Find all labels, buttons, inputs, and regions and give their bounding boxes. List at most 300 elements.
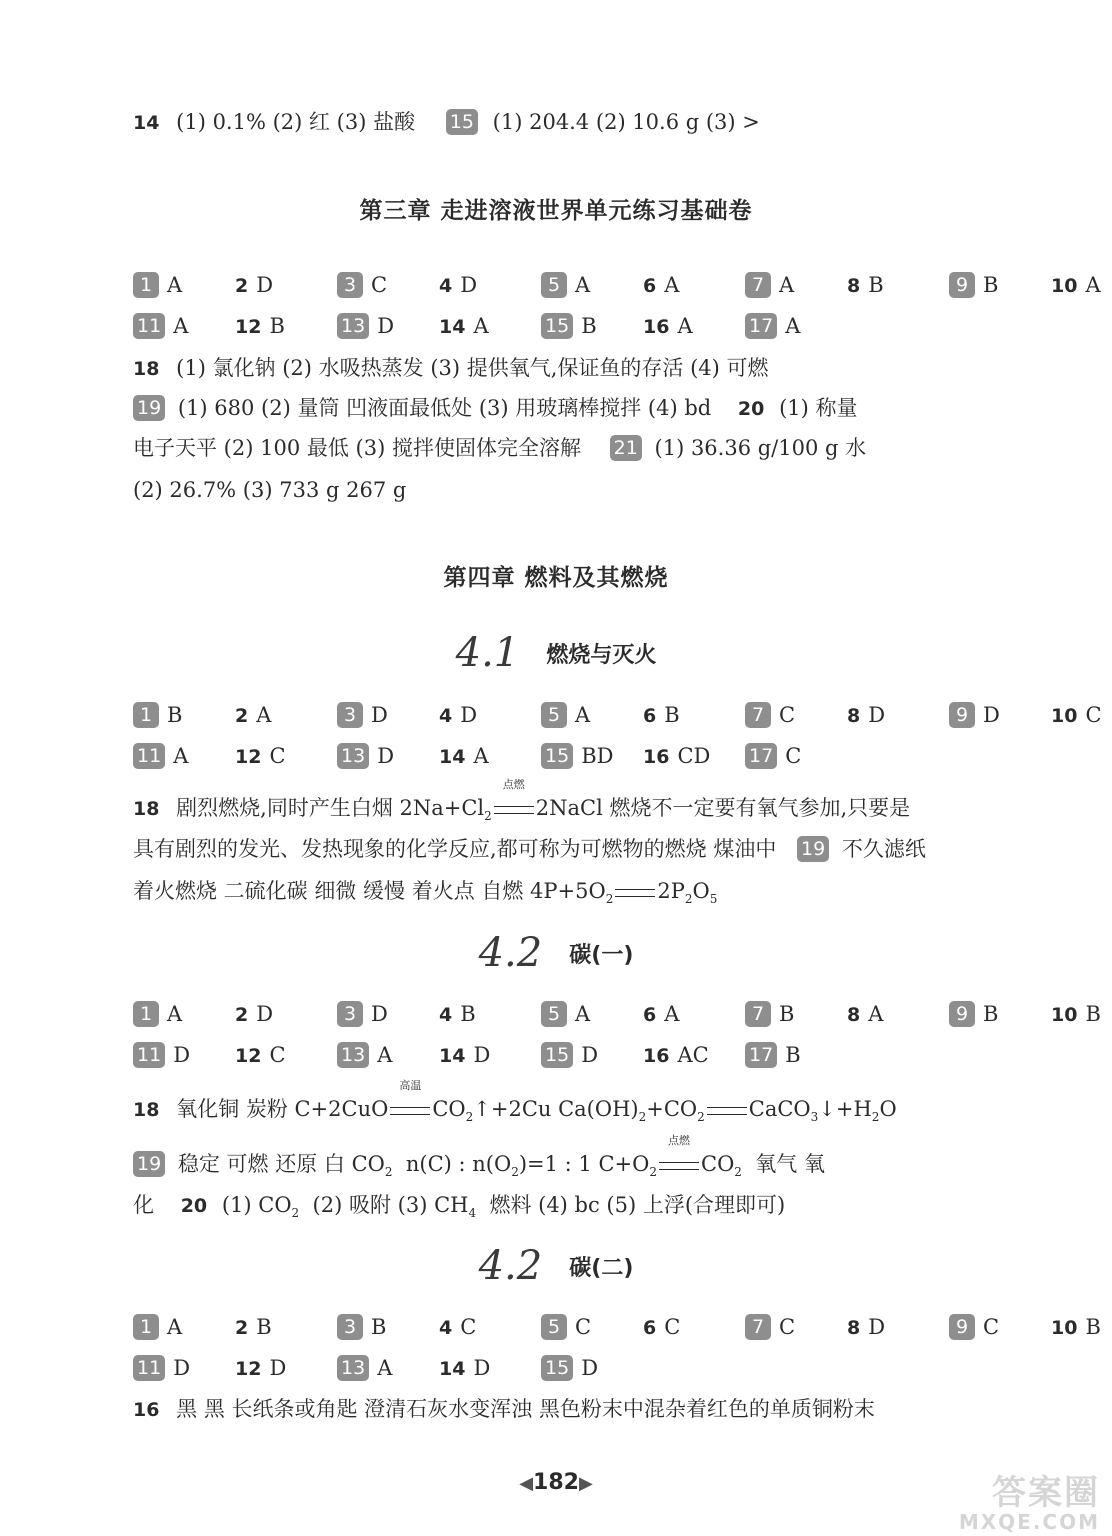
- answer-choice: A: [473, 314, 489, 338]
- answer-text: (1) 0.1% (2) 红 (3) 盐酸: [176, 110, 416, 134]
- question-number-badge: 11: [133, 313, 165, 339]
- answer-choice: C: [371, 273, 388, 297]
- answer-item: [337, 999, 421, 1029]
- answer-item: [235, 1040, 319, 1071]
- s42a-answer-18: [133, 1079, 1023, 1132]
- answer-item: [439, 1040, 523, 1071]
- answer-item: [541, 1353, 625, 1383]
- question-number-badge: 1: [133, 1314, 159, 1340]
- question-number-badge: 7: [745, 702, 771, 728]
- answer-text: (1) 680 (2) 量筒 凹液面最低处 (3) 用玻璃棒搅拌 (4) bd: [177, 396, 712, 420]
- answer-item: [643, 1040, 727, 1071]
- answer-item: [439, 700, 523, 731]
- question-number-badge: 19: [133, 1151, 165, 1177]
- question-number: 2: [235, 1004, 249, 1026]
- answer-choice: D: [868, 703, 886, 727]
- answer-text: 具有剧烈的发光、发热现象的化学反应,都可称为可燃物的燃烧 煤油中: [133, 837, 777, 861]
- section-title: 燃烧与灭火: [546, 643, 657, 668]
- s42a-answer-row-1: [133, 999, 1101, 1030]
- s41-answer-19b: 着火燃烧 二硫化碳 细微 缓慢 着火点 自燃 $4P+5O_2$ $2P_2O_5$: [133, 879, 718, 907]
- answer-item: [745, 1040, 829, 1070]
- answer-item: [949, 270, 1033, 300]
- answer-choice: A: [575, 703, 591, 727]
- question-number: 4: [439, 1317, 453, 1339]
- answer-item: [337, 700, 421, 730]
- question-number-badge: 3: [337, 272, 363, 298]
- question-number-badge: 3: [337, 1001, 363, 1027]
- question-number: 16: [133, 1399, 160, 1421]
- answer-choice: D: [173, 1356, 191, 1380]
- question-number-badge: 9: [949, 1314, 975, 1340]
- answer-item: [337, 741, 421, 771]
- answer-choice: B: [664, 703, 680, 727]
- answer-choice: D: [581, 1356, 599, 1380]
- subscript: 2: [291, 1206, 300, 1221]
- question-number: 18: [133, 1099, 160, 1121]
- question-number: 8: [847, 705, 861, 727]
- subscript: 2: [384, 1165, 393, 1180]
- s41-answer-18b: [133, 834, 1023, 864]
- subscript: 2: [465, 1110, 474, 1125]
- question-number-badge: 17: [745, 1042, 777, 1068]
- question-number-badge: 7: [745, 1314, 771, 1340]
- s42a-answer-19: [133, 1134, 1023, 1187]
- answer-choice: D: [256, 1002, 274, 1026]
- answer-choice: B: [167, 703, 183, 727]
- question-number: 20: [180, 1195, 208, 1217]
- question-number-badge: 15: [541, 1355, 573, 1381]
- question-number: 8: [847, 275, 861, 297]
- right-arrow-icon: ▶: [578, 1473, 593, 1494]
- section-4-2b-heading: [0, 1243, 1112, 1289]
- question-number: 16: [643, 316, 670, 338]
- answer-item: [133, 700, 217, 730]
- answer-item: [235, 311, 319, 342]
- answer-text: 着火燃烧 二硫化碳 细微 缓慢 着火点 自燃 4P+5O: [133, 879, 606, 903]
- answer-choice: D: [983, 703, 1000, 727]
- s41-answer-row-1: [133, 700, 1102, 731]
- answer-choice: B: [371, 1315, 387, 1339]
- answer-text: 电子天平 (2) 100 最低 (3) 搅拌使固体完全溶解: [133, 436, 581, 460]
- answer-choice: A: [575, 273, 591, 297]
- section-number: 4.1: [455, 630, 520, 676]
- section-number: 4.2: [478, 930, 543, 976]
- subscript: 5: [709, 892, 718, 907]
- watermark-logo: [920, 1475, 1100, 1533]
- answer-choice: A: [377, 1043, 393, 1067]
- subscript: 2: [649, 1165, 657, 1180]
- subscript: 4: [468, 1206, 477, 1221]
- question-number-badge: 9: [949, 702, 975, 728]
- question-number-badge: 17: [745, 743, 777, 769]
- answer-text: CO: [701, 1152, 735, 1176]
- question-number-badge: 1: [133, 1001, 159, 1027]
- answer-choice: A: [173, 744, 189, 768]
- question-number: 20: [737, 398, 765, 420]
- answer-choice: D: [581, 1043, 599, 1067]
- answer-choice: B: [1085, 1002, 1101, 1026]
- answer-choice: B: [256, 1315, 272, 1339]
- ch3-answer-row-1: [133, 270, 1101, 301]
- answer-text: 不久滤纸: [841, 837, 926, 861]
- question-number-badge: 13: [337, 1355, 369, 1381]
- answer-text: 黑 黑 长纸条或角匙 澄清石灰水变浑浊 黑色粉末中混杂着红色的单质铜粉末: [176, 1397, 875, 1421]
- answer-item: [541, 1040, 625, 1070]
- answer-item: [541, 1312, 625, 1342]
- question-number-badge: 15: [541, 1042, 573, 1068]
- answer-choice: C: [785, 744, 802, 768]
- answer-item: [1051, 999, 1112, 1030]
- answer-item: [337, 1040, 421, 1070]
- answer-choice: C: [1085, 703, 1102, 727]
- answer-choice: D: [377, 744, 395, 768]
- answer-item: [643, 999, 727, 1030]
- answer-choice: C: [269, 744, 286, 768]
- question-number-badge: 13: [337, 313, 369, 339]
- subscript: 2: [684, 892, 693, 907]
- question-number: 8: [847, 1004, 861, 1026]
- left-arrow-icon: ◀: [519, 1473, 534, 1494]
- s42a-answer-20: [133, 1190, 1023, 1228]
- equals-sign: [390, 1107, 430, 1115]
- ch3-answer-21b: [133, 475, 1023, 505]
- answer-choice: C: [664, 1315, 681, 1339]
- chapter-4-title: 第四章 燃料及其燃烧: [443, 565, 669, 591]
- section-4-2a-heading: [0, 930, 1112, 976]
- answer-text: 2NaCl 燃烧不一定要有氧气参加,只要是: [535, 796, 911, 820]
- answer-choice: A: [167, 273, 183, 297]
- question-number-badge: 3: [337, 1314, 363, 1340]
- answer-item: [133, 999, 217, 1029]
- subscript: 2: [871, 1110, 880, 1125]
- answer-text: O: [879, 1097, 897, 1121]
- answer-choice: A: [677, 314, 693, 338]
- answer-item: [133, 1040, 217, 1070]
- answer-item: [541, 700, 625, 730]
- answer-choice: C: [460, 1315, 477, 1339]
- section-4-1-heading: [0, 630, 1112, 676]
- answer-text: 氧气 氧: [755, 1152, 825, 1176]
- s41-answer-18: [133, 778, 1023, 831]
- answer-choice: B: [779, 1002, 795, 1026]
- answer-item: [541, 270, 625, 300]
- answer-item: [133, 270, 217, 300]
- answer-choice: D: [377, 314, 395, 338]
- answer-item: [133, 741, 217, 771]
- s42b-answer-row-1: [133, 1312, 1101, 1343]
- answer-choice: C: [779, 703, 796, 727]
- answer-text: 稳定 可燃 还原 白 CO: [177, 1152, 385, 1176]
- ch3-answer-18: [133, 353, 1023, 384]
- question-number: 4: [439, 275, 453, 297]
- answer-text: ↓+H: [818, 1097, 872, 1121]
- answer-text: 燃料 (4) bc (5) 上浮(合理即可): [489, 1193, 786, 1217]
- answer-item: [745, 1312, 829, 1342]
- answer-text: )=1 : 1 C+O: [518, 1152, 650, 1176]
- condition-label: 高温: [399, 1079, 422, 1092]
- answer-item: [847, 700, 931, 731]
- answer-choice: B: [269, 314, 285, 338]
- page-number-text: 182: [533, 1470, 579, 1495]
- answer-choice: D: [473, 1356, 491, 1380]
- answer-item: [133, 311, 217, 341]
- answer-item: [847, 1312, 931, 1343]
- answer-item: [745, 999, 829, 1029]
- question-number: 14: [133, 112, 160, 134]
- question-number: 4: [439, 1004, 453, 1026]
- question-number: 14: [439, 316, 466, 338]
- question-number: 12: [235, 1045, 262, 1067]
- section-title: 碳(一): [569, 943, 634, 968]
- answer-item: [235, 999, 319, 1030]
- question-number-badge: 5: [541, 702, 567, 728]
- answer-choice: A: [473, 744, 489, 768]
- question-number-badge: 5: [541, 272, 567, 298]
- answer-choice: A: [779, 273, 795, 297]
- question-number-badge: 13: [337, 743, 369, 769]
- section-number: 4.2: [478, 1243, 543, 1289]
- chapter-3-title: 第三章 走进溶液世界单元练习基础卷: [359, 198, 753, 224]
- answer-item: [949, 1312, 1033, 1342]
- answer-text: 2P: [657, 879, 685, 903]
- equals-sign: [659, 1162, 699, 1170]
- equals-sign: [707, 1107, 747, 1115]
- section-title: 碳(二): [569, 1256, 634, 1281]
- answer-choice: A: [167, 1002, 183, 1026]
- answer-choice: A: [256, 703, 272, 727]
- answer-choice: AC: [677, 1043, 709, 1067]
- answer-choice: B: [983, 1002, 999, 1026]
- question-number-badge: 21: [610, 435, 642, 461]
- answer-item: [949, 700, 1033, 730]
- subscript: 2: [511, 1165, 519, 1180]
- answer-text: (1) 204.4 (2) 10.6 g (3) >: [492, 110, 760, 134]
- answer-text: (2) 26.7% (3) 733 g 267 g: [133, 478, 407, 502]
- question-number: 6: [643, 1004, 657, 1026]
- answer-item: [643, 311, 727, 342]
- answer-text: 化: [133, 1193, 154, 1217]
- answer-item: [541, 999, 625, 1029]
- answer-choice: B: [460, 1002, 476, 1026]
- equals-sign: [494, 806, 534, 814]
- answer-text: (1) 氯化钠 (2) 水吸热蒸发 (3) 提供氧气,保证鱼的存活 (4) 可燃: [176, 356, 769, 380]
- answer-item: [745, 270, 829, 300]
- question-number: 10: [1051, 275, 1078, 297]
- question-number: 6: [643, 1317, 657, 1339]
- answer-choice: CD: [677, 744, 711, 768]
- answer-choice: C: [983, 1315, 1000, 1339]
- answer-choice: D: [868, 1315, 886, 1339]
- answer-choice: C: [779, 1315, 796, 1339]
- answer-choice: A: [173, 314, 189, 338]
- answer-item: [439, 999, 523, 1030]
- answer-choice: A: [575, 1002, 591, 1026]
- question-number-badge: 1: [133, 702, 159, 728]
- answer-choice: D: [173, 1043, 191, 1067]
- answer-text: 剧烈燃烧,同时产生白烟 2Na+Cl: [176, 796, 485, 820]
- reaction-condition: [388, 1079, 432, 1124]
- reaction-condition: [492, 778, 536, 823]
- answer-item: [1051, 700, 1112, 731]
- answer-choice: BD: [581, 744, 614, 768]
- equals-sign: [615, 889, 655, 897]
- answer-text: 氧化铜 炭粉 C+2CuO: [176, 1097, 389, 1121]
- watermark-title: 答案圈: [992, 1473, 1100, 1513]
- ch3-answer-row-2: [133, 311, 1023, 342]
- answer-text: (1) 36.36 g/100 g 水: [654, 436, 867, 460]
- answer-item: [439, 270, 523, 301]
- answer-item: [949, 999, 1033, 1029]
- answer-item: [439, 311, 523, 342]
- question-number: 16: [643, 1045, 670, 1067]
- subscript: 3: [810, 1110, 819, 1125]
- answer-item: [643, 700, 727, 731]
- question-number: 10: [1051, 1317, 1078, 1339]
- question-number: 12: [235, 316, 262, 338]
- question-number-badge: 15: [446, 109, 478, 135]
- answer-choice: C: [269, 1043, 286, 1067]
- reaction-condition: [657, 1134, 701, 1179]
- subscript: 2: [734, 1165, 742, 1180]
- answer-item: [541, 311, 625, 341]
- answer-choice: B: [1085, 1315, 1101, 1339]
- question-number: 8: [847, 1317, 861, 1339]
- question-number: 14: [439, 1358, 466, 1380]
- answer-choice: A: [1085, 273, 1101, 297]
- answer-item: [133, 1312, 217, 1342]
- s41-answer-row-2: [133, 741, 1023, 772]
- s42b-answer-16: [133, 1394, 1023, 1425]
- question-number: 18: [133, 358, 160, 380]
- answer-item: [235, 1312, 319, 1343]
- question-number: 12: [235, 746, 262, 768]
- question-number: 12: [235, 1358, 262, 1380]
- s42a-answer-row-2: [133, 1040, 1023, 1071]
- answer-choice: B: [983, 273, 999, 297]
- s42b-answer-row-2: [133, 1353, 1023, 1384]
- question-number: 6: [643, 705, 657, 727]
- condition-label: 点燃: [502, 778, 525, 791]
- question-number-badge: 11: [133, 1355, 165, 1381]
- question-number: 2: [235, 705, 249, 727]
- watermark-url: MXQE.COM: [958, 1510, 1100, 1534]
- answer-item: [541, 741, 625, 771]
- question-number-badge: 9: [949, 1001, 975, 1027]
- answer-choice: C: [575, 1315, 592, 1339]
- question-number: 18: [133, 798, 160, 820]
- ch3-answer-19-20: [133, 393, 1023, 424]
- answer-choice: D: [371, 703, 388, 727]
- question-number: 10: [1051, 705, 1078, 727]
- question-number-badge: 15: [541, 313, 573, 339]
- question-number: 6: [643, 275, 657, 297]
- answer-item: [847, 999, 931, 1030]
- answer-item: [235, 1353, 319, 1384]
- answer-choice: A: [785, 314, 801, 338]
- question-number: 2: [235, 275, 249, 297]
- answer-item: [439, 1312, 523, 1343]
- question-number-badge: 19: [797, 836, 829, 862]
- answer-item: [337, 311, 421, 341]
- subscript: 2: [484, 809, 492, 824]
- answer-choice: A: [664, 1002, 680, 1026]
- answer-choice: A: [664, 273, 680, 297]
- question-number-badge: 17: [745, 313, 777, 339]
- answer-item: [235, 700, 319, 731]
- question-number: 14: [439, 1045, 466, 1067]
- question-number: 2: [235, 1317, 249, 1339]
- question-number-badge: 11: [133, 743, 165, 769]
- answer-item: [847, 270, 931, 301]
- question-number: 14: [439, 746, 466, 768]
- answer-text: CaCO: [748, 1097, 811, 1121]
- answer-item: [643, 1312, 727, 1343]
- answer-choice: D: [371, 1002, 388, 1026]
- question-number-badge: 7: [745, 1001, 771, 1027]
- question-number-badge: 5: [541, 1001, 567, 1027]
- question-number-badge: 5: [541, 1314, 567, 1340]
- question-number-badge: 19: [133, 395, 165, 421]
- answer-item: [1051, 270, 1112, 301]
- answer-item: [337, 270, 421, 300]
- question-number-badge: 15: [541, 743, 573, 769]
- question-number-badge: 9: [949, 272, 975, 298]
- answer-choice: D: [473, 1043, 491, 1067]
- subscript: 2: [638, 1110, 647, 1125]
- answer-choice: D: [460, 703, 478, 727]
- answer-choice: D: [256, 273, 274, 297]
- answer-item: [643, 270, 727, 301]
- answer-choice: D: [460, 273, 478, 297]
- answer-item: [643, 741, 727, 772]
- answer-item: [337, 1353, 421, 1383]
- answer-choice: A: [377, 1356, 393, 1380]
- answer-choice: B: [581, 314, 597, 338]
- condition-label: 点燃: [668, 1134, 690, 1147]
- answer-item: [235, 741, 319, 772]
- question-number-badge: 3: [337, 702, 363, 728]
- answer-item: [1051, 1312, 1112, 1343]
- answer-item: [745, 311, 829, 341]
- answer-item: [439, 741, 523, 772]
- answer-item: [439, 1353, 523, 1384]
- answer-item: [745, 700, 829, 730]
- answer-choice: A: [868, 1002, 884, 1026]
- question-number-badge: 11: [133, 1042, 165, 1068]
- question-number-badge: 7: [745, 272, 771, 298]
- answer-text: (2) 吸附 (3) CH: [312, 1193, 469, 1217]
- answer-text: CO: [432, 1097, 466, 1121]
- answer-item: [745, 741, 829, 771]
- answer-item: [337, 1312, 421, 1342]
- answer-choice: B: [868, 273, 884, 297]
- answer-choice: D: [269, 1356, 287, 1380]
- answer-text: +CO: [646, 1097, 698, 1121]
- answer-item: [235, 270, 319, 301]
- subscript: 2: [697, 1110, 705, 1125]
- answer-line-14-15: [133, 107, 1023, 138]
- answer-choice: A: [167, 1315, 183, 1339]
- question-number-badge: 1: [133, 272, 159, 298]
- subscript: 2: [605, 892, 614, 907]
- question-number: 10: [1051, 1004, 1078, 1026]
- question-number: 4: [439, 705, 453, 727]
- answer-text: (1) 称量: [779, 396, 858, 420]
- question-number: 16: [643, 746, 670, 768]
- answer-text: ↑+2Cu Ca(OH): [473, 1097, 639, 1121]
- answer-choice: B: [785, 1043, 801, 1067]
- answer-text: n(C) : n(O: [405, 1152, 512, 1176]
